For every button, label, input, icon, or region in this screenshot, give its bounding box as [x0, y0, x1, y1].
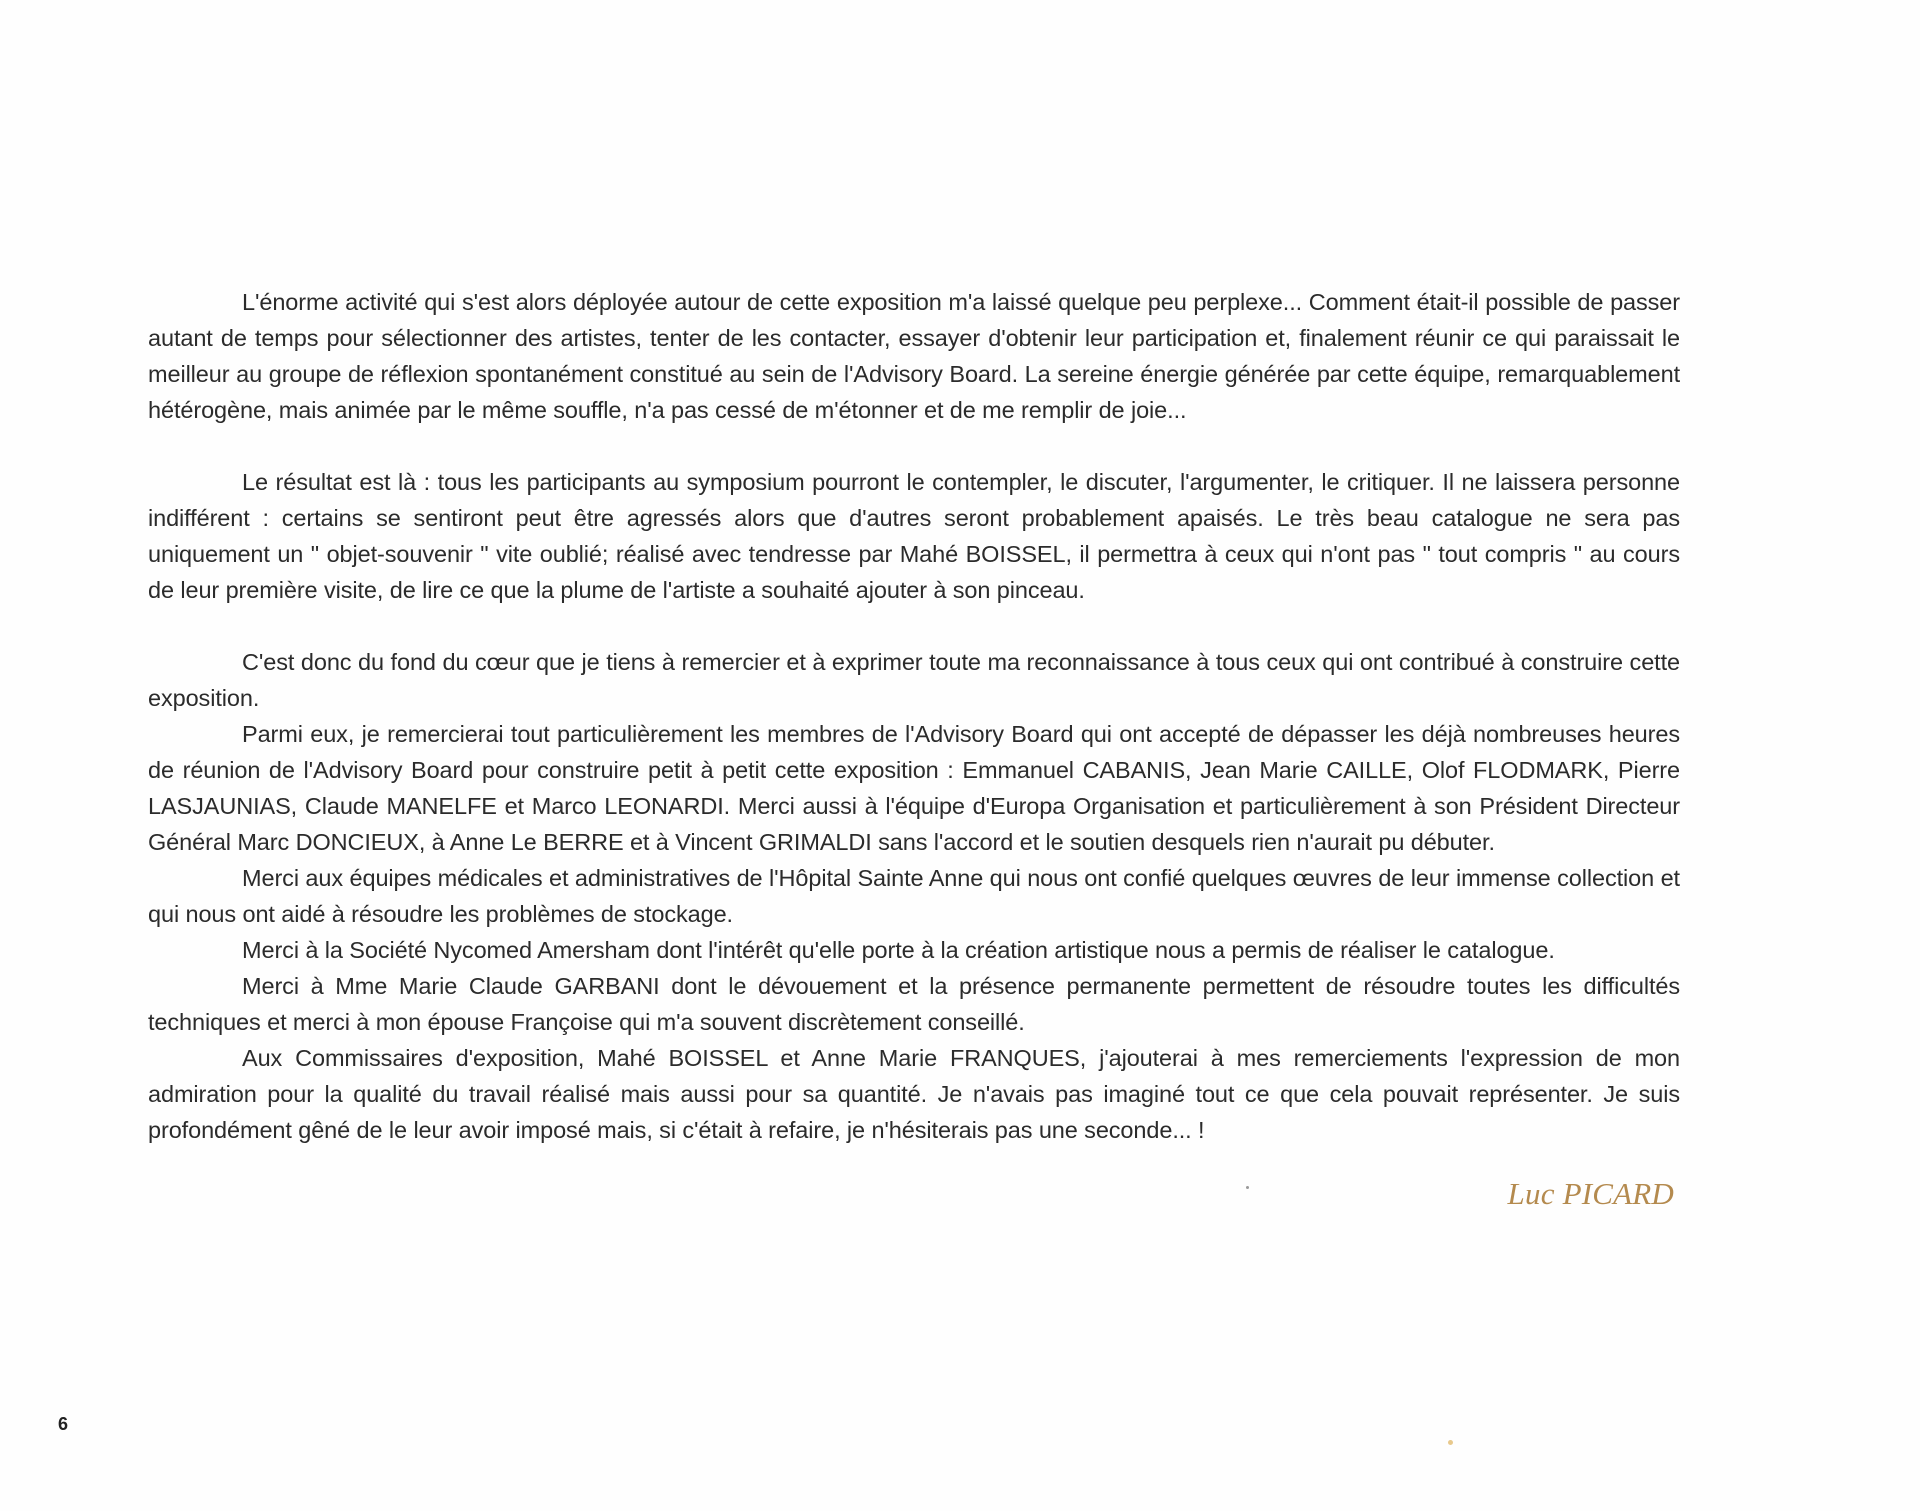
page-number: 6	[58, 1414, 69, 1434]
ink-speck	[1448, 1440, 1453, 1445]
paragraph: Merci à la Société Nycomed Amersham dont l'intérêt qu'elle porte à la création artistique nous a permis de réaliser le catalogue.	[242, 937, 1555, 963]
paragraph: Merci à Mme Marie Claude GARBANI dont le dévouement et la présence permanente permettent de résoudre toutes les difficultés techniques et merci à mon épouse Françoise qui m'a souvent discrètement conseillé.	[148, 973, 1680, 1035]
paragraph: C'est donc du fond du cœur que je tiens à remercier et à exprimer toute ma reconnaissance à tous ceux qui ont contribué à construire cette exposition.	[148, 649, 1680, 711]
paragraph: L'énorme activité qui s'est alors déployée autour de cette exposition m'a laissé quelque peu perplexe... Comment était-il possible de passer autant de temps pour sélectionner des artistes, tenter de les contacter, essayer d'obtenir leur participation et, finalement réunir ce qui paraissait le meilleur au groupe de réflexion spontanément constitué au sein de l'Advisory Board. La sereine énergie générée par cette équipe, remarquablement hétérogène, mais animée par le même souffle, n'a pas cessé de m'étonner et de me remplir de joie...	[148, 289, 1680, 423]
paragraph: Aux Commissaires d'exposition, Mahé BOISSEL et Anne Marie FRANQUES, j'ajouterai à mes remerciements l'expression de mon admiration pour la qualité du travail réalisé mais aussi pour sa quantité. Je n'avais pas imaginé tout ce que cela pouvait représenter. Je suis profondément gêné de le leur avoir imposé mais, si c'était à refaire, je n'hésiterais pas une seconde... !	[148, 1045, 1680, 1143]
paragraph: Parmi eux, je remercierai tout particulièrement les membres de l'Advisory Board qui ont accepté de dépasser les déjà nombreuses heures de réunion de l'Advisory Board pour construire petit à petit cette exposition : Emmanuel CABANIS, Jean Marie CAILLE, Olof FLODMARK, Pierre LASJAUNIAS, Claude MANELFE et Marco LEONARDI. Merci aussi à l'équipe d'Europa Organisation et particulièrement à son Président Directeur Général Marc DONCIEUX, à Anne Le BERRE et à Vincent GRIMALDI sans l'accord et le soutien desquels rien n'aurait pu débuter.	[148, 721, 1680, 855]
body-text	[148, 284, 1680, 1148]
ink-speck	[1246, 1186, 1249, 1189]
paragraph: Le résultat est là : tous les participants au symposium pourront le contempler, le discuter, l'argumenter, le critiquer. Il ne laissera personne indifférent : certains se sentiront peut être agressés alors que d'autres seront probablement apaisés. Le très beau catalogue ne sera pas uniquement un " objet-souvenir " vite oublié; réalisé avec tendresse par Mahé BOISSEL, il permettra à ceux qui n'ont pas " tout compris " au cours de leur première visite, de lire ce que la plume de l'artiste a souhaité ajouter à son pinceau.	[148, 469, 1680, 603]
paragraph: Merci aux équipes médicales et administratives de l'Hôpital Sainte Anne qui nous ont confié quelques œuvres de leur immense collection et qui nous ont aidé à résoudre les problèmes de stockage.	[148, 865, 1680, 927]
signature: Luc PICARD	[1507, 1176, 1674, 1211]
